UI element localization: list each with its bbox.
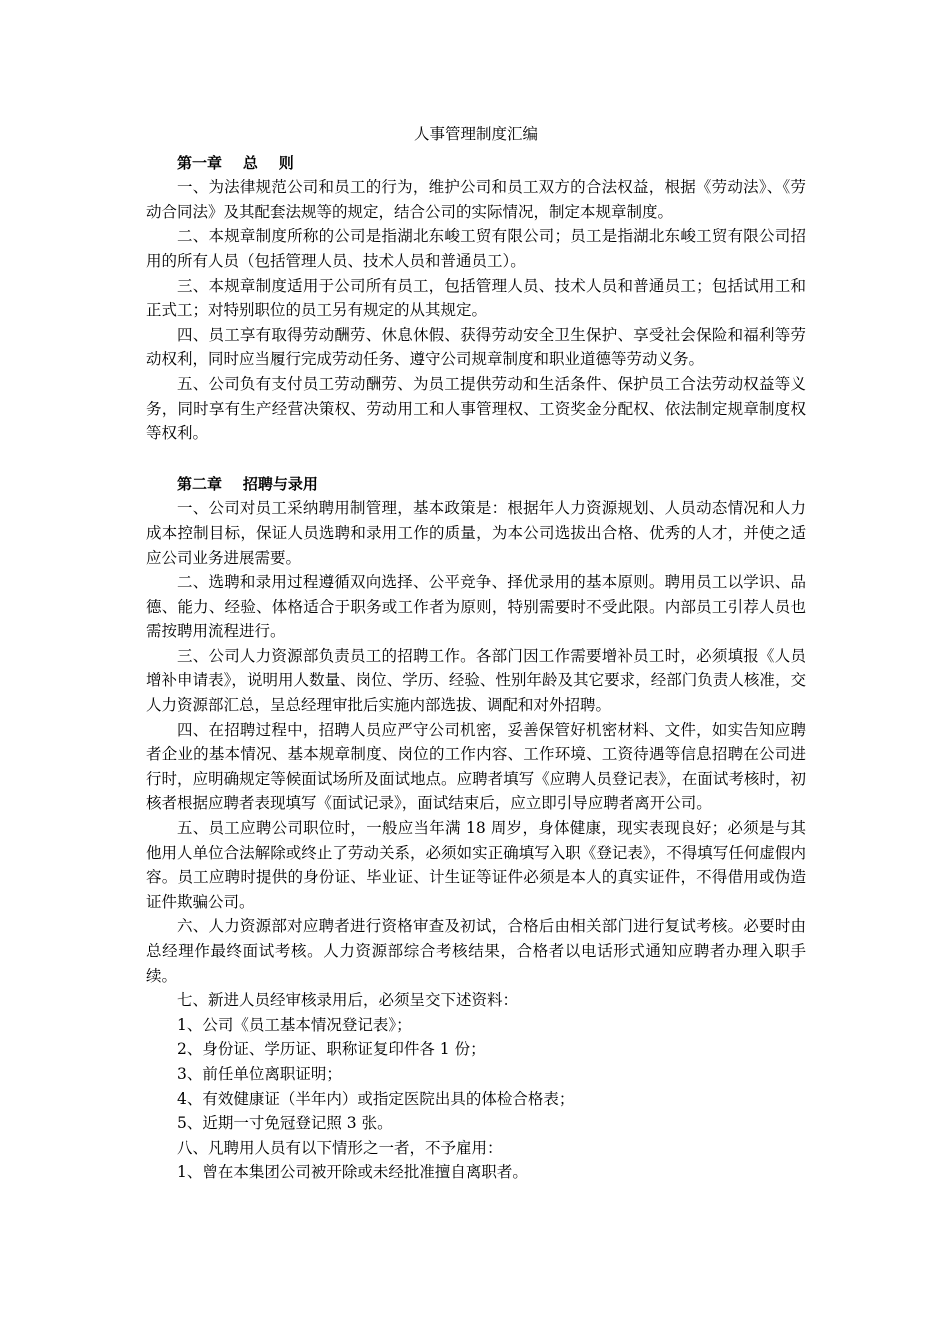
chapter-2-paragraph: 七、新进人员经审核录用后，必须呈交下述资料：	[177, 991, 519, 1010]
list-item: 1、曾在本集团公司被开除或未经批准擅自离职者。	[177, 1163, 528, 1182]
chapter-2-paragraph: 四、在招聘过程中，招聘人员应严守公司机密，妥善保管好机密材料、文件，如实告知应聘者企业的基本情况、基本规章制度、岗位的工作内容、工作环境、工资待遇等信息招聘在公司进行时，应明确规定等候面试场所及面试地点。应聘者填写《应聘人员登记表》，在面试考核时，初核者根据应聘者表现填写《面试记录》，面试结束后，应立即引导应聘者离开公司。	[146, 720, 806, 813]
chapter-2-paragraph: 二、选聘和录用过程遵循双向选择、公平竞争、择优录用的基本原则。聘用员工以学识、品德、能力、经验、体格适合于职务或工作者为原则，特别需要时不受此限。内部员工引荐人员也需按聘用流程进行。	[146, 573, 806, 641]
chapter-2-heading: 第二章 招聘与录用	[177, 474, 318, 493]
chapter-1-paragraph: 一、为法律规范公司和员工的行为，维护公司和员工双方的合法权益，根据《劳动法》、《劳动合同法》及其配套法规等的规定，结合公司的实际情况，制定本规章制度。	[146, 178, 806, 221]
chapter-1-paragraph: 二、本规章制度所称的公司是指湖北东峻工贸有限公司；员工是指湖北东峻工贸有限公司招用的所有人员（包括管理人员、技术人员和普通员工）。	[146, 227, 806, 270]
list-item: 1、公司《员工基本情况登记表》；	[177, 1015, 412, 1034]
chapter-2-paragraph: 六、人力资源部对应聘者进行资格审查及初试，合格后由相关部门进行复试考核。必要时由总经理作最终面试考核。人力资源部综合考核结果，合格者以电话形式通知应聘者办理入职手续。	[146, 917, 806, 985]
list-item: 3、前任单位离职证明；	[177, 1064, 342, 1083]
document-title: 人事管理制度汇编	[413, 125, 538, 143]
chapter-2-paragraph: 一、公司对员工采纳聘用制管理，基本政策是：根据年人力资源规划、人员动态情况和人力成本控制目标，保证人员选聘和录用工作的质量，为本公司选拔出合格、优秀的人才，并使之适应公司业务进展需要。	[146, 499, 806, 567]
chapter-1-paragraph: 五、公司负有支付员工劳动酬劳、为员工提供劳动和生活条件、保护员工合法劳动权益等义务，同时享有生产经营决策权、劳动用工和人事管理权、工资奖金分配权、依法制定规章制度权等权利。	[146, 374, 806, 443]
document-page	[146, 122, 806, 1185]
chapter-2-paragraph: 八、凡聘用人员有以下情形之一者，不予雇用：	[177, 1138, 503, 1157]
list-item: 5、近期一寸免冠登记照 3 张。	[177, 1114, 393, 1133]
list-item: 4、有效健康证（半年内）或指定医院出具的体检合格表；	[177, 1089, 575, 1108]
list-item: 2、身份证、学历证、职称证复印件各 1 份；	[177, 1040, 486, 1059]
chapter-1-paragraph: 三、本规章制度适用于公司所有员工，包括管理人员、技术人员和普通员工；包括试用工和正式工；对特别职位的员工另有规定的从其规定。	[146, 276, 806, 320]
chapter-2-paragraph: 三、公司人力资源部负责员工的招聘工作。各部门因工作需要增补员工时，必须填报《人员增补申请表》，说明用人数量、岗位、学历、经验、性别年龄及其它要求，经部门负责人核准，交人力资源部汇总，呈总经理审批后实施内部选拔、调配和对外招聘。	[146, 646, 806, 715]
chapter-2-paragraph: 五、员工应聘公司职位时，一般应当年满 18 周岁，身体健康，现实表现良好；必须是与其他用人单位合法解除或终止了劳动关系，必须如实正确填写入职《登记表》，不得填写任何虚假内容。员工应聘时提供的身份证、毕业证、计生证等证件必须是本人的真实证件，不得借用或伪造证件欺骗公司。	[146, 819, 806, 911]
chapter-1-paragraph: 四、员工享有取得劳动酬劳、休息休假、获得劳动安全卫生保护、享受社会保险和福利等劳动权利，同时应当履行完成劳动任务、遵守公司规章制度和职业道德等劳动义务。	[146, 325, 806, 369]
chapter-1-heading: 第一章 总 则	[177, 153, 294, 172]
